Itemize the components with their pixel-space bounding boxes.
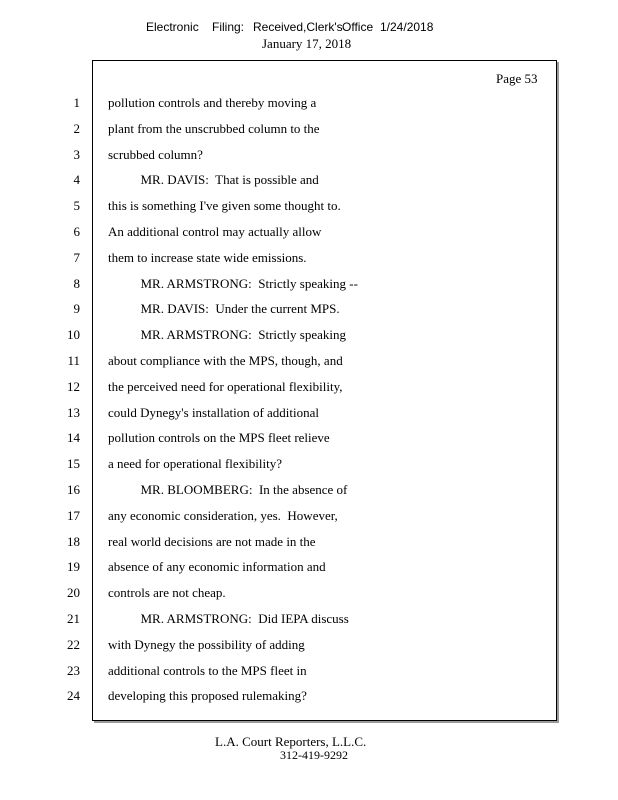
- line-text: MR. DAVIS: That is possible and: [108, 172, 319, 187]
- line-number: 15: [67, 456, 80, 471]
- page-number: Page 53: [496, 71, 538, 86]
- reporter-phone: 312-419-9292: [280, 748, 348, 762]
- line-number: 3: [73, 147, 80, 162]
- filing-stamp: [146, 20, 433, 34]
- stamp-word: Office: [342, 20, 374, 34]
- line-number: 12: [67, 379, 80, 394]
- line-number: 22: [67, 637, 80, 652]
- line-text: real world decisions are not made in the: [108, 534, 316, 549]
- line-text: the perceived need for operational flexibility,: [108, 379, 343, 394]
- line-number: 24: [67, 688, 80, 703]
- line-text: could Dynegy's installation of additional: [108, 405, 320, 420]
- line-number: 16: [67, 482, 80, 497]
- line-text: MR. BLOOMBERG: In the absence of: [108, 482, 348, 497]
- line-text: this is something I've given some thought to.: [108, 198, 341, 213]
- line-text: developing this proposed rulemaking?: [108, 688, 307, 703]
- stamp-word: Filing:: [212, 20, 245, 34]
- line-number: 8: [73, 276, 80, 291]
- line-text: MR. ARMSTRONG: Strictly speaking: [108, 327, 346, 342]
- line-text: with Dynegy the possibility of adding: [108, 637, 305, 652]
- stamp-date: 1/24/2018: [380, 20, 434, 34]
- line-number: 17: [67, 508, 80, 523]
- line-text: pollution controls and thereby moving a: [108, 95, 317, 110]
- line-text: controls are not cheap.: [108, 585, 226, 600]
- stamp-word: Received,Clerk's: [253, 20, 343, 34]
- line-number: 14: [67, 430, 80, 445]
- line-number: 6: [73, 224, 80, 239]
- line-text: MR. DAVIS: Under the current MPS.: [108, 301, 340, 316]
- line-number: 11: [67, 353, 80, 368]
- line-number: 1: [73, 95, 80, 110]
- line-text: An additional control may actually allow: [108, 224, 322, 239]
- line-text: plant from the unscrubbed column to the: [108, 121, 320, 136]
- line-text: any economic consideration, yes. However,: [108, 508, 338, 523]
- line-text: MR. ARMSTRONG: Strictly speaking --: [108, 276, 358, 291]
- line-number: 7: [73, 250, 80, 265]
- line-number: 13: [67, 405, 80, 420]
- line-number: 19: [67, 559, 80, 574]
- line-text: absence of any economic information and: [108, 559, 326, 574]
- line-text: MR. ARMSTRONG: Did IEPA discuss: [108, 611, 349, 626]
- stamp-word: Electronic: [146, 20, 199, 34]
- transcript-date: January 17, 2018: [262, 36, 352, 51]
- line-number: 21: [67, 611, 80, 626]
- line-number: 4: [73, 172, 80, 187]
- line-number: 5: [73, 198, 80, 213]
- line-number: 9: [73, 301, 80, 316]
- line-text: them to increase state wide emissions.: [108, 250, 307, 265]
- line-number: 20: [67, 585, 80, 600]
- line-number: 10: [67, 327, 80, 342]
- line-text: about compliance with the MPS, though, and: [108, 353, 343, 368]
- line-text: scrubbed column?: [108, 147, 203, 162]
- line-number: 23: [67, 663, 80, 678]
- line-text: additional controls to the MPS fleet in: [108, 663, 307, 678]
- line-text: a need for operational flexibility?: [108, 456, 282, 471]
- line-text: pollution controls on the MPS fleet relieve: [108, 430, 330, 445]
- reporter-company: L.A. Court Reporters, L.L.C.: [215, 734, 367, 749]
- line-number: 18: [67, 534, 80, 549]
- line-number: 2: [73, 121, 80, 136]
